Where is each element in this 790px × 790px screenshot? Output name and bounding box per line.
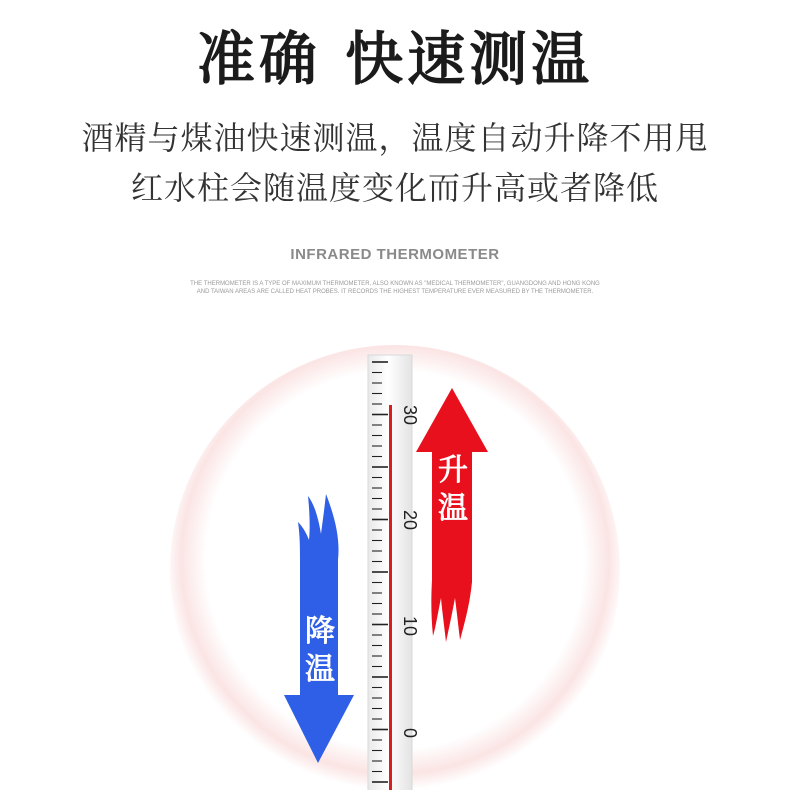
mercury-column (389, 405, 392, 790)
fall-label (300, 613, 340, 689)
subtitle-line-2: 红水柱会随温度变化而升高或者降低 (130, 169, 659, 207)
scale-label-30: 30 (400, 405, 420, 426)
rise-label-char-1: 升 (438, 453, 468, 488)
fall-label-char-2: 温 (305, 652, 335, 687)
headline: 准确 快速测温 (196, 25, 594, 93)
english-description: THE THERMOMETER IS A TYPE OF MAXIMUM THERMOMETER, ALSO KNOWN AS "MEDICAL THERMOMETER", GUANGDONG AND HONG KONG AND TAIWAN AREAS ARE CALLED HEAT PROBES. IT RECORDS THE HIGHEST TEMPERATURE EVER MEASURED BY THE THERMOMETER. (190, 281, 600, 295)
rise-label-char-2: 温 (438, 491, 468, 526)
english-title: INFRARED THERMOMETER (290, 246, 500, 263)
subtitle-line-1: 酒精与煤油快速测温，温度自动升降不用甩 (81, 119, 709, 157)
rise-label (433, 452, 473, 528)
scale-label-20: 20 (400, 510, 420, 531)
scale-label-10: 10 (400, 616, 420, 637)
fall-label-char-1: 降 (305, 614, 335, 649)
thermometer (368, 355, 420, 790)
scale-label-0: 0 (400, 728, 420, 739)
